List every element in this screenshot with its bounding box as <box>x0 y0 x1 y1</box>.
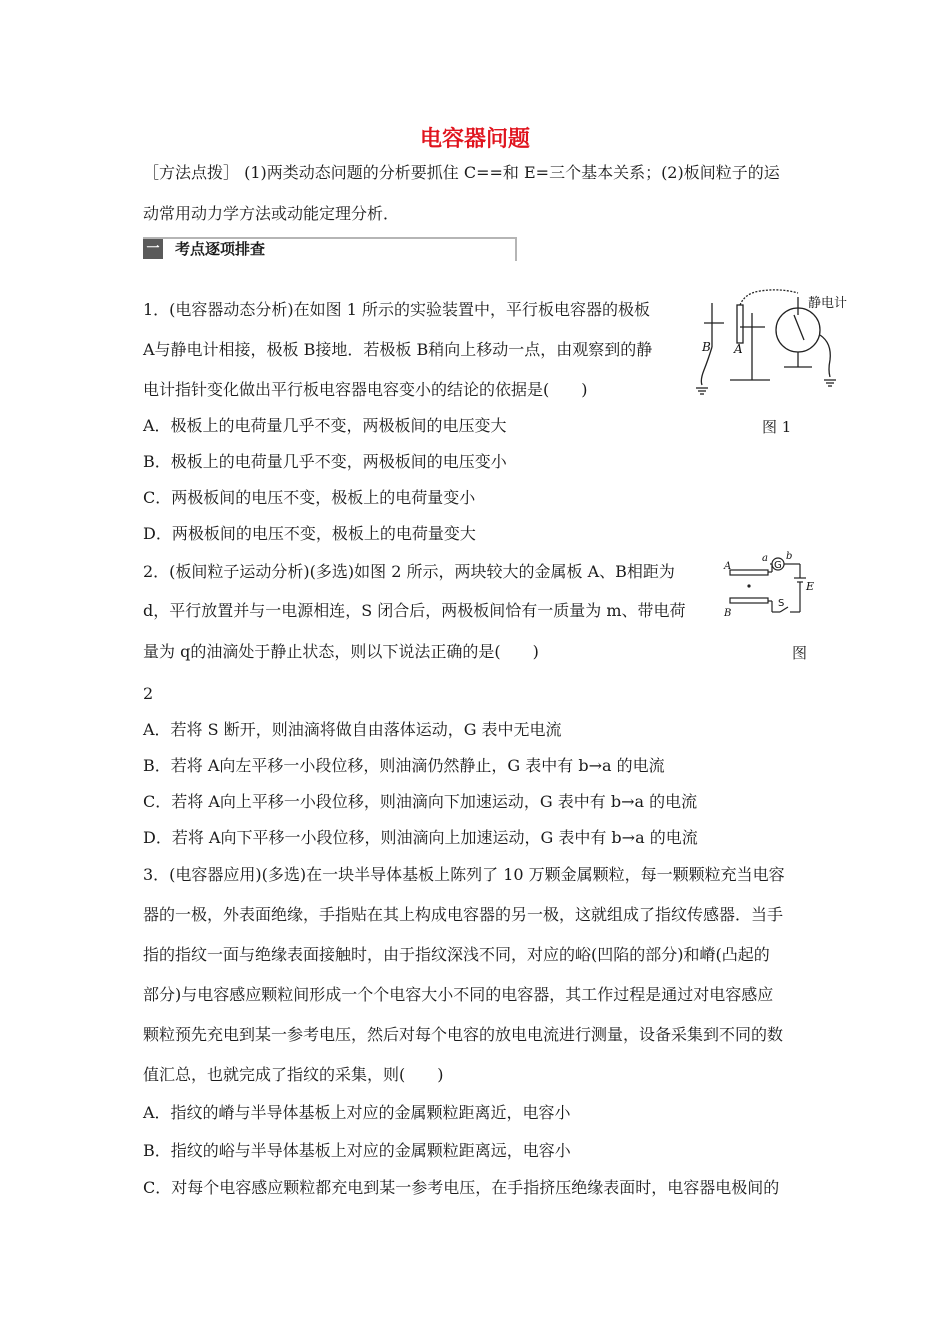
q1-option-c: C．两极板间的电压不变，极板上的电荷量变小 <box>143 488 476 507</box>
section-title: 考点逐项排查 <box>175 240 266 258</box>
figure-2-caption: 图 <box>792 644 808 662</box>
q1-option-b: B．极板上的电荷量几乎不变，两极板间的电压变小 <box>143 452 507 471</box>
section-header <box>143 237 517 261</box>
figure-2-label-plate-b: B <box>724 608 732 619</box>
figure-1-apparatus <box>690 285 850 400</box>
q3-stem-line-4: 部分)与电容感应颗粒间形成一个个电容大小不同的电容器，其工作过程是通过对电容感应 <box>143 985 774 1004</box>
figure-1-caption: 图 1 <box>762 418 792 436</box>
q2-option-d: D．若将 A向下平移一小段位移，则油滴向上加速运动，G 表中有 b→a 的电流 <box>143 828 698 847</box>
q2-option-c: C．若将 A向上平移一小段位移，则油滴向下加速运动，G 表中有 b→a 的电流 <box>143 792 698 811</box>
figure-1-label-meter: 静电计 <box>808 296 848 311</box>
q2-option-b: B．若将 A向左平移一小段位移，则油滴仍然静止，G 表中有 b→a 的电流 <box>143 756 665 775</box>
figure-2-circuit <box>722 550 822 622</box>
q1-option-d: D．两极板间的电压不变，极板上的电荷量变大 <box>143 524 476 543</box>
q3-stem-line-6: 值汇总，也就完成了指纹的采集，则( ) <box>143 1065 444 1084</box>
q3-stem-line-1: 3．(电容器应用)(多选)在一块半导体基板上陈列了 10 万颗金属颗粒，每一颗颗粒充当电容 <box>143 865 785 884</box>
q2-stem-line-1: 2．(板间粒子运动分析)(多选)如图 2 所示，两块较大的金属板 A、B相距为 <box>143 562 675 581</box>
figure-2-label-e: E <box>806 580 815 593</box>
page-title: 电容器问题 <box>419 127 530 152</box>
q3-stem-line-3: 指的指纹一面与绝缘表面接触时，由于指纹深浅不同，对应的峪(凹陷的部分)和嵴(凸起的 <box>143 945 770 964</box>
q2-option-a: A．若将 S 断开，则油滴将做自由落体运动，G 表中无电流 <box>143 720 562 739</box>
figure-2-label-g: G <box>774 560 782 571</box>
q3-option-c: C．对每个电容感应颗粒都充电到某一参考电压，在手指挤压绝缘表面时，电容器电极间的 <box>143 1178 780 1197</box>
q1-stem-line-3: 电计指针变化做出平行板电容器电容变小的结论的依据是( ) <box>143 380 588 399</box>
intro-line-1: ［方法点拨］ (1)两类动态问题的分析要抓住 C==和 E=三个基本关系；(2)板间粒子的运 <box>143 163 780 182</box>
q3-option-b: B．指纹的峪与半导体基板上对应的金属颗粒距离远，电容小 <box>143 1141 571 1160</box>
q3-stem-line-5: 颗粒预先充电到某一参考电压，然后对每个电容的放电电流进行测量，设备采集到不同的数 <box>143 1025 784 1044</box>
figure-1-label-b: B <box>702 340 711 354</box>
q1-stem-line-2: A与静电计相接，极板 B接地．若极板 B稍向上移动一点，由观察到的静 <box>143 340 653 359</box>
q2-stem-line-2: d，平行放置并与一电源相连，S 闭合后，两极板间恰有一质量为 m、带电荷 <box>143 601 686 620</box>
q3-option-a: A．指纹的嵴与半导体基板上对应的金属颗粒距离近，电容小 <box>143 1103 571 1122</box>
figure-2-label-b-node: b <box>786 551 793 562</box>
figure-2-label-plate-a: A <box>724 561 732 572</box>
figure-1-label-a: A <box>734 342 743 356</box>
q2-stem-line-3: 量为 q的油滴处于静止状态，则以下说法正确的是( ) <box>143 642 539 661</box>
q3-stem-line-2: 器的一极，外表面绝缘，手指贴在其上构成电容器的另一极，这就组成了指纹传感器．当手 <box>143 905 784 924</box>
figure-2-label-a-node: a <box>762 553 768 564</box>
figure-2-caption-number: 2 <box>143 684 154 703</box>
q1-stem-line-1: 1．(电容器动态分析)在如图 1 所示的实验装置中，平行板电容器的极板 <box>143 300 651 319</box>
intro-line-2: 动常用动力学方法或动能定理分析． <box>143 204 400 223</box>
figure-2-label-s: S <box>778 598 785 609</box>
q1-option-a: A．极板上的电荷量几乎不变，两极板间的电压变大 <box>143 416 507 435</box>
section-number: 一 <box>143 239 163 259</box>
